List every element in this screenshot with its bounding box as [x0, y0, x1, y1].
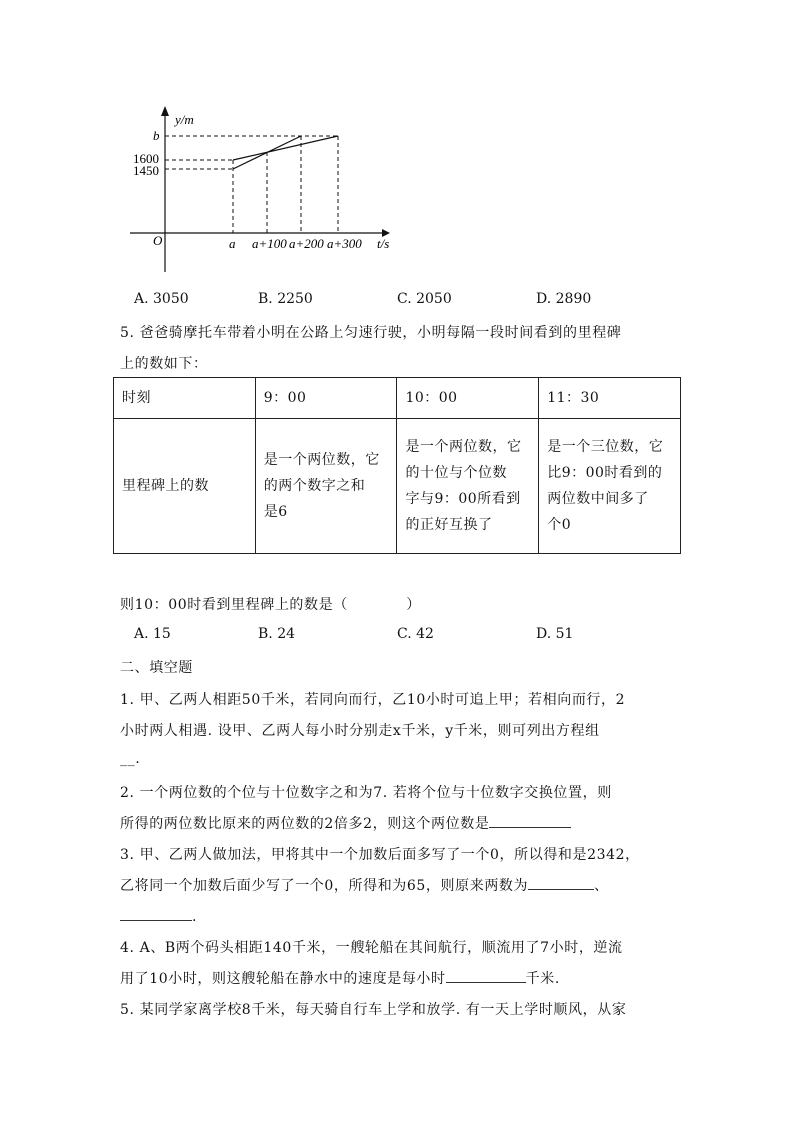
fill-q1-line3: __.: [120, 751, 141, 767]
fill-q4-line2: 用了10小时，则这艘轮船在静水中的速度是每小时 千米.: [120, 968, 560, 988]
fill-q1-line1: 1. 甲、乙两人相距50千米，若同向而行，乙10小时可追上甲；若相向而行，2: [120, 692, 626, 708]
fill-q4-line1: 4. A、B两个码头相距140千米，一艘轮船在其间航行，顺流用了7小时，逆流: [120, 940, 623, 956]
q4-option-c: C. 2050: [397, 291, 452, 307]
line-from-1600: [233, 136, 338, 160]
q5-option-b: B. 24: [258, 626, 296, 642]
x-tick-a100: a+100: [252, 236, 287, 251]
fill-q2-line1: 2. 一个两位数的个位与十位数字之和为7. 若将个位与十位数字交换位置，则: [120, 785, 612, 801]
q5-text-line1: 5. 爸爸骑摩托车带着小明在公路上匀速行驶，小明每隔一段时间看到的里程碑: [120, 325, 622, 341]
q4-option-a: A. 3050: [134, 291, 189, 307]
fill-q2-line2: 所得的两位数比原来的两位数的2倍多2，则这个两位数是: [120, 813, 571, 833]
y-axis-label: y/m: [175, 112, 194, 127]
origin-label: O: [153, 233, 163, 248]
answer-blank[interactable]: [446, 968, 526, 983]
y-tick-1450: 1450: [133, 163, 159, 178]
fill-q3-line1: 3. 甲、乙两人做加法，甲将其中一个加数后面多写了一个0，所以得和是2342，: [120, 847, 640, 863]
fill-q5-line1: 5. 某同学家离学校8千米，每天骑自行车上学和放学. 有一天上学时顺风，从家: [120, 1002, 627, 1018]
table-cell: 9：00: [255, 378, 397, 419]
table-cell: 是一个两位数，它 的两个数字之和 是6: [255, 419, 397, 554]
distance-time-graph: [120, 100, 410, 280]
table-cell: 里程碑上的数: [114, 419, 256, 554]
y-tick-1600: 1600: [133, 151, 159, 166]
q5-option-a: A. 15: [134, 626, 171, 642]
y-axis-arrow: [161, 106, 169, 116]
table-header-row: [114, 378, 681, 419]
q5-text-line2: 上的数如下：: [120, 356, 208, 372]
fill-q3-line3: .: [120, 906, 197, 925]
x-tick-a300: a+300: [327, 236, 362, 251]
q5-option-d: D. 51: [536, 626, 574, 642]
x-tick-a200: a+200: [289, 236, 324, 251]
table-cell: 是一个两位数，它 的十位与个位数 字与9：00所看到 的正好互换了: [397, 419, 539, 554]
q5-question: 则10：00时看到里程碑上的数是（ ）: [120, 597, 421, 613]
y-tick-b: b: [153, 128, 160, 143]
q5-option-c: C. 42: [397, 626, 434, 642]
x-tick-a: a: [229, 236, 236, 251]
table-cell: 是一个三位数，它 比9：00时看到的 两位数中间多了 个0: [539, 419, 681, 554]
table-cell: 时刻: [114, 378, 256, 419]
table-cell: 11：30: [539, 378, 681, 419]
table-cell: 10：00: [397, 378, 539, 419]
table-row: [114, 419, 681, 554]
answer-blank[interactable]: [528, 875, 594, 890]
fill-q3-line2: 乙将同一个加数后面少写了一个0，所得和为65，则原来两数为 、: [120, 875, 609, 895]
q4-option-b: B. 2250: [258, 291, 313, 307]
section-title: 二、填空题: [120, 660, 193, 676]
answer-blank[interactable]: [489, 813, 571, 828]
answer-blank[interactable]: [120, 906, 192, 921]
q4-option-d: D. 2890: [536, 291, 592, 307]
milestone-table: [113, 377, 681, 554]
x-axis-label: t/s: [377, 236, 390, 251]
fill-q1-line2: 小时两人相遇. 设甲、乙两人每小时分别走x千米，y千米，则可列出方程组: [120, 723, 600, 739]
